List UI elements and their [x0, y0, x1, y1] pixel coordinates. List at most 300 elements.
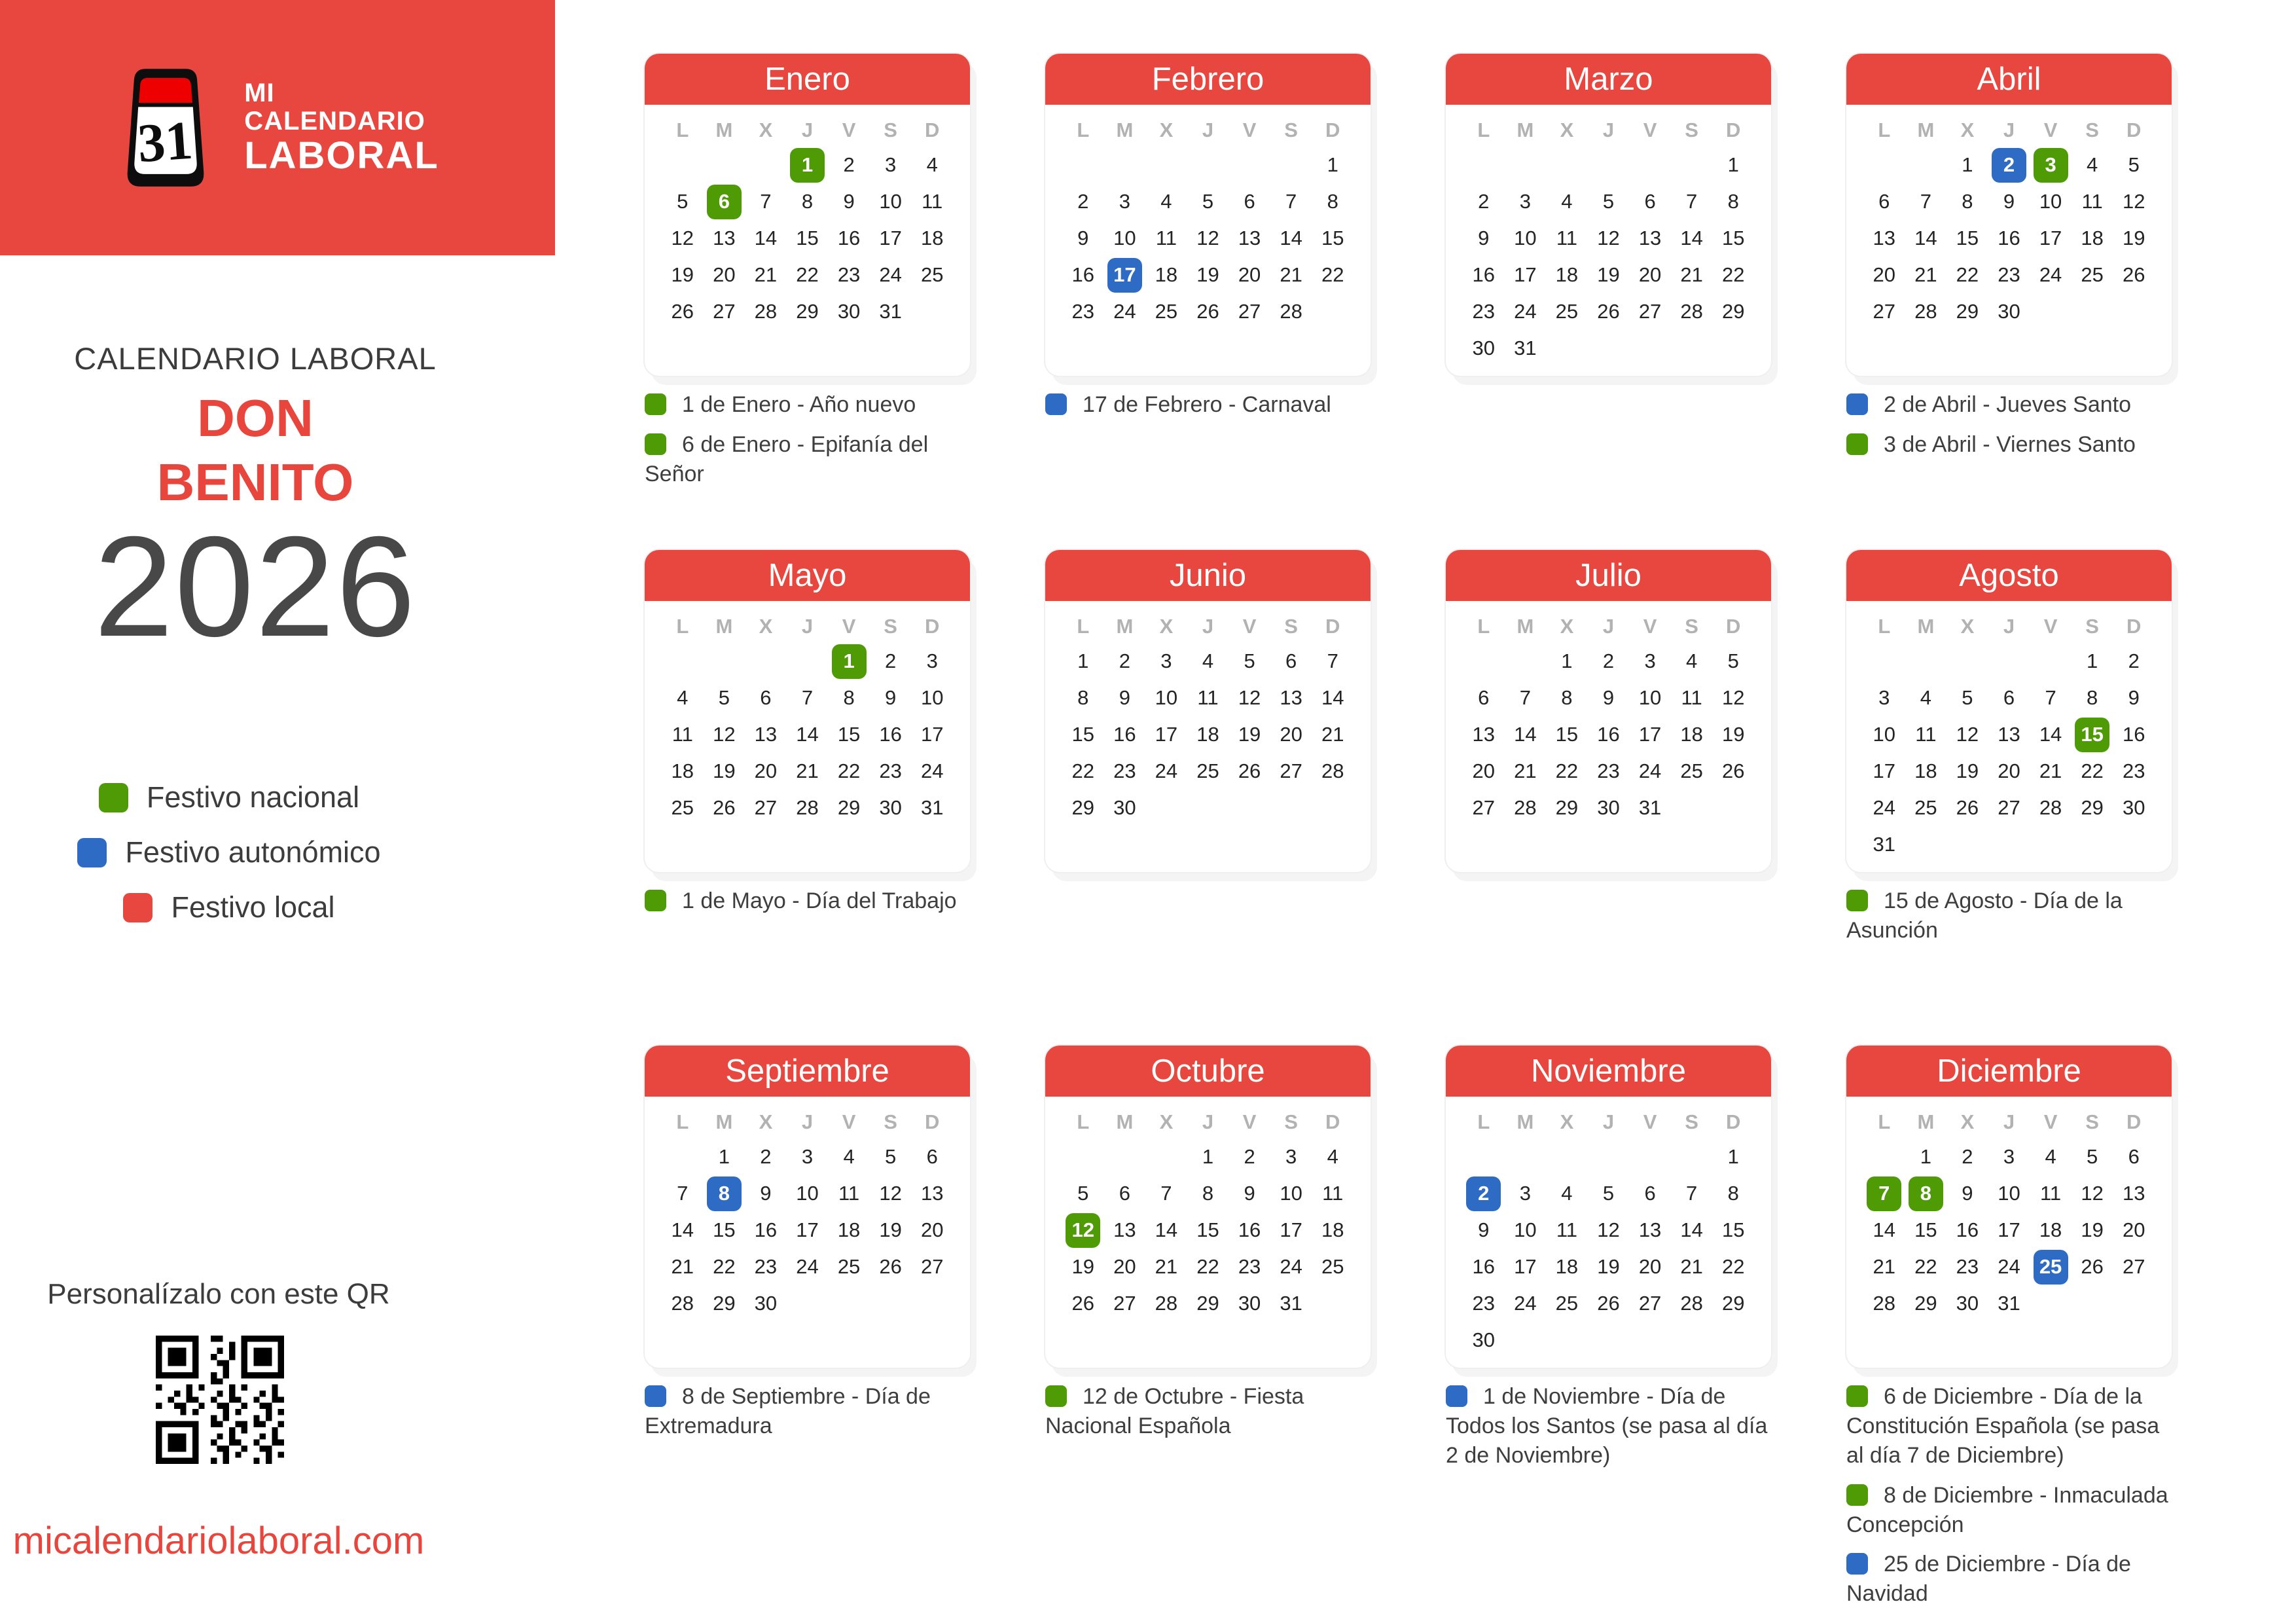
day-cell: 10 [1998, 1182, 2020, 1205]
empty-day-cell [1863, 1139, 1905, 1175]
day-cell: 23 [1472, 300, 1496, 323]
empty-day-cell [1629, 1322, 1671, 1359]
week-row [662, 1175, 953, 1212]
day-cell: 24 [796, 1255, 819, 1278]
day-cell: 6 [2128, 1145, 2140, 1168]
day-cell: 8 [801, 190, 814, 213]
week-row [1463, 220, 1754, 257]
empty-day-cell [2072, 1285, 2113, 1322]
day-cell [1905, 1175, 1947, 1212]
week-row [1062, 753, 1354, 790]
month-footnotes [645, 390, 970, 489]
empty-day-cell [1629, 147, 1671, 183]
day-cell: 27 [754, 796, 778, 819]
day-cell: 6 [1644, 1182, 1656, 1205]
day-cell: 19 [1238, 723, 1261, 746]
day-cell [828, 643, 870, 680]
national-swatch-icon [645, 433, 666, 455]
national-swatch-icon [645, 890, 666, 911]
weekday-letter: D [1726, 615, 1741, 638]
week-row [662, 293, 953, 330]
day-cell: 26 [1196, 300, 1219, 323]
day-cell: 10 [1514, 1218, 1537, 1241]
day-cell: 3 [1519, 1182, 1531, 1205]
day-cell: 25 [2081, 263, 2104, 286]
day-cell: 19 [671, 263, 694, 286]
day-cell: 30 [837, 300, 861, 323]
day-cell [1062, 1212, 1104, 1249]
day-cell: 19 [1597, 1255, 1620, 1278]
empty-day-cell [662, 1139, 704, 1175]
day-cell: 13 [713, 227, 736, 249]
weekday-letter: L [1477, 119, 1490, 141]
logo-icon-number: 31 [135, 110, 195, 175]
weekday-letter: V [1242, 615, 1257, 638]
month-footnotes [1846, 390, 2172, 460]
day-cell: 6 [1285, 649, 1297, 672]
day-cell: 28 [1680, 300, 1703, 323]
empty-day-cell [704, 643, 745, 680]
day-cell: 25 [1196, 759, 1219, 782]
day-cell: 4 [677, 686, 689, 709]
day-cell: 16 [1998, 227, 2020, 249]
day-cell: 25 [1680, 759, 1703, 782]
week-row [1062, 1139, 1354, 1175]
weekday-letter: V [842, 1110, 856, 1133]
weekday-letter: D [2126, 119, 2142, 141]
month-title: Junio [1045, 550, 1371, 601]
weekday-letter: D [1726, 119, 1741, 141]
day-cell: 3 [1119, 190, 1130, 213]
week-row [1062, 257, 1354, 293]
day-cell: 7 [2045, 686, 2056, 709]
day-cell: 10 [796, 1182, 819, 1205]
day-cell: 16 [2122, 723, 2145, 746]
month-diciembre [1846, 1046, 2172, 1619]
weekday-letter: J [1602, 615, 1615, 638]
day-cell: 6 [1244, 190, 1255, 213]
holiday-note [1846, 886, 2172, 945]
month-julio [1446, 550, 1771, 1046]
day-cell [704, 183, 745, 220]
day-cell: 3 [801, 1145, 814, 1168]
day-cell: 2 [2128, 649, 2140, 672]
day-cell: 12 [1238, 686, 1261, 709]
day-cell: 15 [1071, 723, 1095, 746]
day-cell: 5 [885, 1145, 897, 1168]
day-cell: 2 [885, 649, 897, 672]
weekday-letter: X [759, 119, 773, 141]
day-cell: 4 [1561, 190, 1573, 213]
week-row [1463, 680, 1754, 716]
day-cell: 8 [1561, 686, 1573, 709]
day-cell: 14 [754, 227, 778, 249]
day-cell: 24 [1873, 796, 1896, 819]
holiday-day-national: 1 [832, 644, 867, 679]
day-cell: 18 [1914, 759, 1937, 782]
day-cell: 6 [1478, 686, 1490, 709]
holiday-note [1846, 1550, 2172, 1609]
day-cell: 20 [2122, 1218, 2145, 1241]
day-cell: 22 [2081, 759, 2104, 782]
day-cell: 25 [1914, 796, 1937, 819]
day-cell: 20 [1238, 263, 1261, 286]
day-cell: 18 [1155, 263, 1178, 286]
day-cell: 23 [1597, 759, 1620, 782]
day-cell: 8 [1727, 1182, 1739, 1205]
day-cell: 23 [1071, 300, 1095, 323]
empty-day-cell [2113, 1285, 2155, 1322]
day-cell: 14 [1514, 723, 1537, 746]
day-cell: 15 [1956, 227, 1979, 249]
day-cell: 25 [1321, 1255, 1344, 1278]
day-cell: 21 [1873, 1255, 1896, 1278]
week-row [1463, 1139, 1754, 1175]
week-row [1463, 643, 1754, 680]
empty-day-cell [1270, 147, 1312, 183]
day-cell: 8 [843, 686, 855, 709]
day-cell: 12 [1721, 686, 1745, 709]
day-cell: 23 [1998, 263, 2020, 286]
qr-code-icon [156, 1336, 284, 1464]
day-cell: 13 [1638, 1218, 1662, 1241]
weekday-letter: M [715, 615, 733, 638]
weekday-letter: M [715, 1110, 733, 1133]
month-abril [1846, 54, 2172, 550]
empty-day-cell [1946, 643, 1988, 680]
weekday-letter: J [2003, 119, 2015, 141]
month-card [1846, 1046, 2172, 1368]
day-cell: 1 [1202, 1145, 1214, 1168]
empty-day-cell [1671, 1322, 1713, 1359]
day-cell: 7 [801, 686, 814, 709]
week-row [662, 753, 953, 790]
month-card [1446, 550, 1771, 872]
weekday-letter: M [1116, 119, 1134, 141]
day-cell: 2 [760, 1145, 772, 1168]
weekday-letter: X [1960, 119, 1975, 141]
week-row [662, 1212, 953, 1249]
day-cell: 15 [1321, 227, 1344, 249]
day-cell: 4 [2087, 153, 2098, 176]
weekday-letter: X [1560, 615, 1574, 638]
month-title: Abril [1846, 54, 2172, 105]
legend-label: Festivo nacional [146, 780, 360, 814]
empty-day-cell [2113, 293, 2155, 330]
day-cell: 4 [843, 1145, 855, 1168]
weekday-letter: V [1643, 119, 1657, 141]
week-row [1863, 220, 2155, 257]
day-cell: 21 [796, 759, 819, 782]
day-cell: 21 [1680, 263, 1703, 286]
day-cell: 16 [1956, 1218, 1979, 1241]
month-octubre [1045, 1046, 1371, 1619]
day-cell: 8 [2087, 686, 2098, 709]
day-cell: 9 [1602, 686, 1615, 709]
day-cell: 23 [2122, 759, 2145, 782]
day-cell: 10 [920, 686, 944, 709]
day-cell: 24 [1113, 300, 1136, 323]
day-cell: 30 [1472, 1328, 1496, 1351]
day-cell: 28 [1514, 796, 1537, 819]
empty-day-cell [1145, 790, 1187, 826]
day-cell: 3 [1644, 649, 1656, 672]
day-cell: 31 [1280, 1292, 1302, 1315]
empty-day-cell [1712, 330, 1754, 367]
day-cell: 21 [1321, 723, 1344, 746]
day-cell: 4 [1686, 649, 1698, 672]
week-row [1863, 1139, 2155, 1175]
day-cell: 19 [713, 759, 736, 782]
month-title: Febrero [1045, 54, 1371, 105]
day-cell: 29 [1721, 1292, 1745, 1315]
day-cell: 6 [760, 686, 772, 709]
day-cell: 22 [1555, 759, 1579, 782]
website-link[interactable]: micalendariolaboral.com [12, 1520, 425, 1562]
day-cell: 7 [677, 1182, 689, 1205]
day-cell: 11 [1322, 1182, 1344, 1205]
empty-day-cell [1062, 147, 1104, 183]
week-row [662, 1139, 953, 1175]
week-row [1463, 257, 1754, 293]
day-cell: 21 [754, 263, 778, 286]
month-footnotes [1045, 1382, 1371, 1441]
month-marzo [1446, 54, 1771, 550]
day-cell: 22 [1721, 263, 1745, 286]
day-cell: 18 [671, 759, 694, 782]
day-cell: 24 [879, 263, 902, 286]
day-cell: 27 [1472, 796, 1496, 819]
day-cell: 31 [1514, 337, 1537, 359]
day-cell: 6 [1119, 1182, 1130, 1205]
week-row [1863, 1249, 2155, 1285]
weekday-letter: M [1516, 615, 1534, 638]
day-cell: 9 [1119, 686, 1130, 709]
month-card [1446, 1046, 1771, 1368]
weekday-letter: J [801, 615, 814, 638]
day-cell: 27 [1873, 300, 1896, 323]
weekday-letter: M [1917, 119, 1935, 141]
week-row [662, 643, 953, 680]
day-cell: 17 [1998, 1218, 2020, 1241]
month-septiembre [645, 1046, 970, 1619]
weekday-letter: M [715, 119, 733, 141]
week-row [1863, 753, 2155, 790]
day-cell: 9 [760, 1182, 772, 1205]
empty-day-cell [1671, 147, 1713, 183]
month-agosto [1846, 550, 2172, 1046]
day-cell: 8 [1962, 190, 1973, 213]
weeks [1463, 643, 1754, 826]
empty-day-cell [1988, 826, 2030, 863]
qr-caption: Personalízalo con este QR [47, 1278, 390, 1310]
empty-day-cell [1463, 1139, 1505, 1175]
day-cell: 8 [1077, 686, 1089, 709]
day-cell: 15 [1914, 1218, 1937, 1241]
weekday-letter: L [1077, 1110, 1090, 1133]
city-line: DON [197, 389, 314, 447]
day-cell: 4 [1202, 649, 1214, 672]
weekday-letter: X [1960, 615, 1975, 638]
empty-day-cell [1588, 147, 1630, 183]
empty-day-cell [1629, 1139, 1671, 1175]
day-cell: 12 [1597, 227, 1620, 249]
day-cell: 3 [1519, 190, 1531, 213]
day-cell: 22 [1321, 263, 1344, 286]
empty-day-cell [662, 147, 704, 183]
autonomic-swatch-icon [1846, 393, 1868, 415]
day-cell: 27 [1280, 759, 1302, 782]
holiday-note-text: 2 de Abril - Jueves Santo [1884, 392, 2132, 417]
weekday-letter: X [759, 615, 773, 638]
empty-day-cell [1671, 330, 1713, 367]
holiday-legend [20, 780, 439, 924]
weekday-letter: V [1643, 1110, 1657, 1133]
national-swatch-icon [1846, 433, 1868, 455]
day-cell: 13 [1472, 723, 1496, 746]
day-cell [787, 147, 829, 183]
holiday-note-text: 15 de Agosto - Día de la Asunción [1846, 888, 2123, 943]
day-cell: 23 [837, 263, 861, 286]
day-cell: 26 [2081, 1255, 2104, 1278]
weeks [1463, 147, 1754, 367]
weekday-letter: X [1159, 1110, 1174, 1133]
day-cell: 26 [1597, 300, 1620, 323]
day-cell: 24 [1514, 300, 1537, 323]
empty-day-cell [1505, 147, 1547, 183]
empty-day-cell [1229, 147, 1270, 183]
day-cell: 7 [1285, 190, 1297, 213]
day-cell: 16 [1238, 1218, 1261, 1241]
day-cell: 8 [1727, 190, 1739, 213]
day-cell: 21 [1514, 759, 1537, 782]
day-cell: 26 [1238, 759, 1261, 782]
day-cell: 1 [1327, 153, 1338, 176]
weekday-letter: S [884, 119, 897, 141]
holiday-note [1045, 390, 1371, 420]
day-cell: 5 [1962, 686, 1973, 709]
day-cell: 29 [796, 300, 819, 323]
week-row [1062, 147, 1354, 183]
month-card [1446, 54, 1771, 376]
empty-day-cell [745, 643, 787, 680]
day-cell: 14 [1680, 227, 1703, 249]
day-cell: 22 [1956, 263, 1979, 286]
day-cell: 6 [1644, 190, 1656, 213]
day-cell: 17 [1514, 1255, 1537, 1278]
city-name [20, 386, 491, 514]
day-cell: 14 [796, 723, 819, 746]
empty-day-cell [1905, 147, 1947, 183]
day-cell: 14 [1680, 1218, 1703, 1241]
weekday-letter: J [1602, 1110, 1615, 1133]
day-cell: 25 [1555, 300, 1579, 323]
weeks [1062, 643, 1354, 826]
day-cell: 29 [1196, 1292, 1219, 1315]
day-cell: 15 [713, 1218, 736, 1241]
week-row [1463, 716, 1754, 753]
day-cell: 1 [1077, 649, 1089, 672]
day-cell: 11 [1915, 723, 1937, 746]
weekday-letter: S [2085, 119, 2099, 141]
day-cell: 3 [1160, 649, 1172, 672]
day-cell: 27 [1638, 1292, 1662, 1315]
month-card [1045, 54, 1371, 376]
day-cell: 1 [1561, 649, 1573, 672]
weeks [1863, 1139, 2155, 1322]
day-cell: 19 [1196, 263, 1219, 286]
weekday-letter: M [1116, 615, 1134, 638]
holiday-day-autonomic: 17 [1107, 258, 1142, 293]
empty-day-cell [1588, 330, 1630, 367]
legend-item-national [99, 780, 359, 814]
day-cell: 10 [1155, 686, 1178, 709]
day-cell: 9 [2128, 686, 2140, 709]
holiday-note-text: 25 de Diciembre - Día de Navidad [1846, 1552, 2131, 1607]
day-cell: 30 [879, 796, 902, 819]
day-cell: 9 [843, 190, 855, 213]
page-subtitle: CALENDARIO LABORAL [74, 341, 437, 376]
day-cell: 13 [920, 1182, 944, 1205]
day-cell: 10 [879, 190, 902, 213]
week-row [1062, 790, 1354, 826]
day-cell: 5 [677, 190, 689, 213]
week-row [1463, 183, 1754, 220]
day-cell: 7 [1920, 190, 1931, 213]
day-cell: 2 [1962, 1145, 1973, 1168]
day-cell: 30 [1998, 300, 2020, 323]
day-cell: 12 [1196, 227, 1219, 249]
day-cell: 18 [2081, 227, 2104, 249]
weekday-letter: X [1960, 1110, 1975, 1133]
weekday-header-row [1062, 610, 1354, 643]
day-cell: 16 [1472, 263, 1496, 286]
day-cell: 21 [671, 1255, 694, 1278]
empty-day-cell [1187, 147, 1229, 183]
holiday-day-autonomic: 8 [707, 1176, 742, 1211]
empty-day-cell [1145, 147, 1187, 183]
weeks [662, 643, 953, 826]
day-cell: 12 [2081, 1182, 2104, 1205]
empty-day-cell [1229, 790, 1270, 826]
week-row [662, 257, 953, 293]
day-cell: 24 [1155, 759, 1178, 782]
holiday-day-national: 6 [707, 185, 742, 219]
weekday-letter: V [1242, 1110, 1257, 1133]
week-row [1463, 1175, 1754, 1212]
logo-line: MI [244, 78, 275, 107]
day-cell: 13 [2122, 1182, 2145, 1205]
day-cell: 13 [1998, 723, 2020, 746]
local-swatch-icon [123, 893, 152, 922]
day-cell: 7 [1327, 649, 1338, 672]
empty-day-cell [1104, 1139, 1146, 1175]
empty-day-cell [1946, 826, 1988, 863]
month-footnotes [1846, 886, 2172, 945]
weekday-letter: D [1325, 615, 1340, 638]
day-cell: 5 [2087, 1145, 2098, 1168]
month-footnotes [1446, 1382, 1771, 1470]
legend-label: Festivo autonómico [125, 835, 381, 869]
day-cell: 28 [671, 1292, 694, 1315]
week-row [662, 680, 953, 716]
day-cell: 17 [1873, 759, 1896, 782]
day-cell: 7 [1686, 1182, 1698, 1205]
month-noviembre [1446, 1046, 1771, 1619]
day-cell: 23 [1238, 1255, 1261, 1278]
empty-day-cell [2030, 826, 2072, 863]
national-swatch-icon [1045, 1385, 1067, 1407]
